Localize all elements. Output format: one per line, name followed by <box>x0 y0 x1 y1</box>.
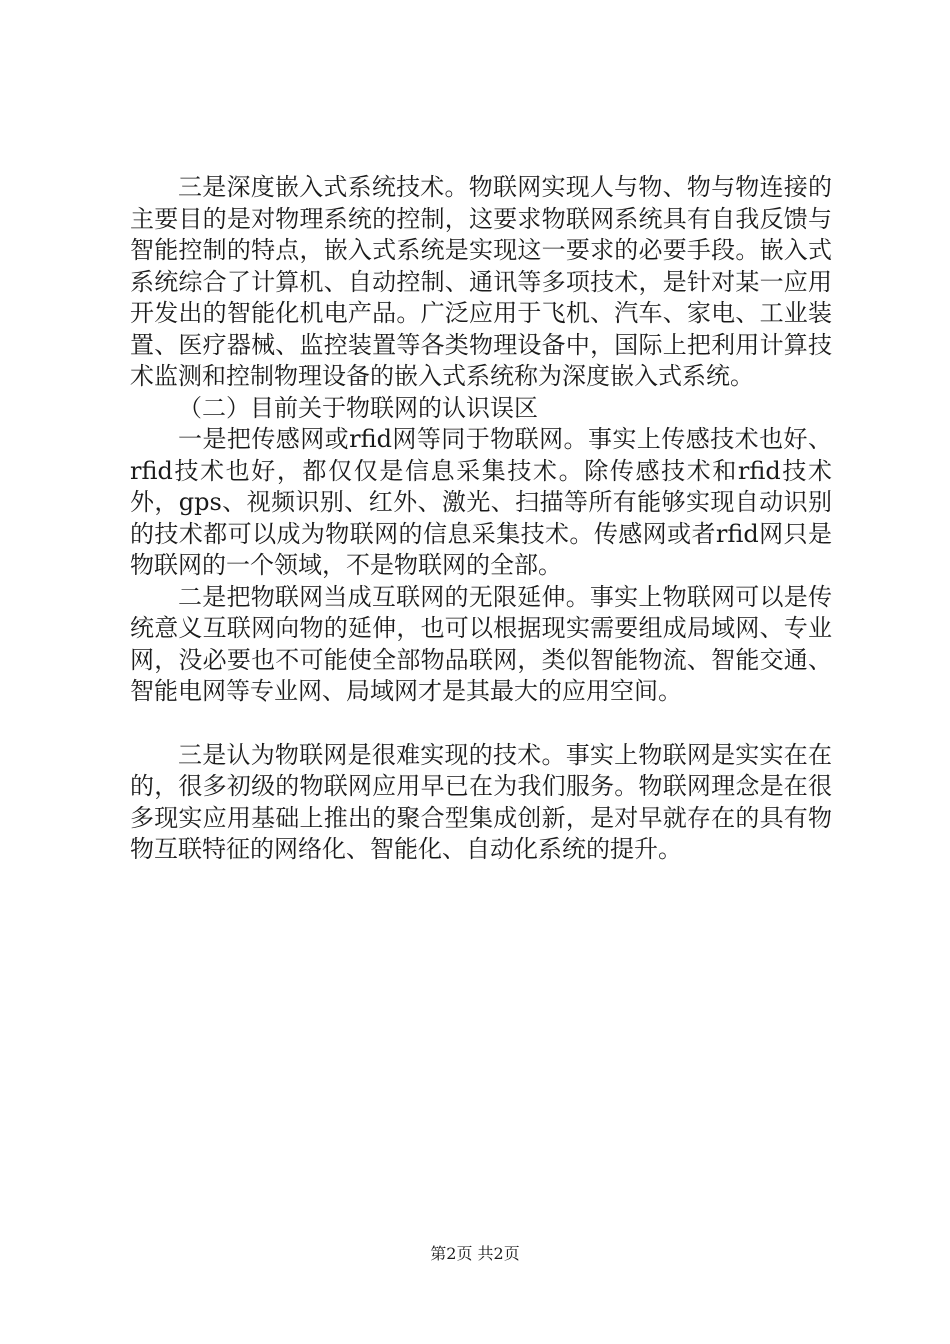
paragraph-misconception-one: 一是把传感网或rfid网等同于物联网。事实上传感技术也好、rfid技术也好，都仅仅是信息采集技术。除传感技术和rfid技术外，gps、视频识别、红外、激光、扫描等所有能够实现自动识别的技术都可以成为物联网的信息采集技术。传感网或者rfid网只是物联网的一个领域，不是物联网的全部。 <box>130 425 832 579</box>
section-heading-misconceptions: （二）目前关于物联网的认识误区 <box>178 393 538 422</box>
paragraph-misconception-two: 二是把物联网当成互联网的无限延伸。事实上物联网可以是传统意义互联网向物的延伸，也可以根据现实需要组成局域网、专业网，没必要也不可能使全部物品联网，类似智能物流、智能交通、智能电网等专业网、局域网才是其最大的应用空间。 <box>130 582 832 705</box>
paragraph-misconception-three: 三是认为物联网是很难实现的技术。事实上物联网是实实在在的，很多初级的物联网应用早已在为我们服务。物联网理念是在很多现实应用基础上推出的聚合型集成创新，是对早就存在的具有物物互联特征的网络化、智能化、自动化系统的提升。 <box>130 740 832 863</box>
paragraph-embedded-systems: 三是深度嵌入式系统技术。物联网实现人与物、物与物连接的主要目的是对物理系统的控制，这要求物联网系统具有自我反馈与智能控制的特点，嵌入式系统是实现这一要求的必要手段。嵌入式系统综合了计算机、自动控制、通讯等多项技术，是针对某一应用开发出的智能化机电产品。广泛应用于飞机、汽车、家电、工业装置、医疗器械、监控装置等各类物理设备中，国际上把利用计算技术监测和控制物理设备的嵌入式系统称为深度嵌入式系统。 <box>130 173 832 390</box>
document-body <box>130 172 832 866</box>
page-footer: 第2页 共2页 <box>430 1244 520 1263</box>
